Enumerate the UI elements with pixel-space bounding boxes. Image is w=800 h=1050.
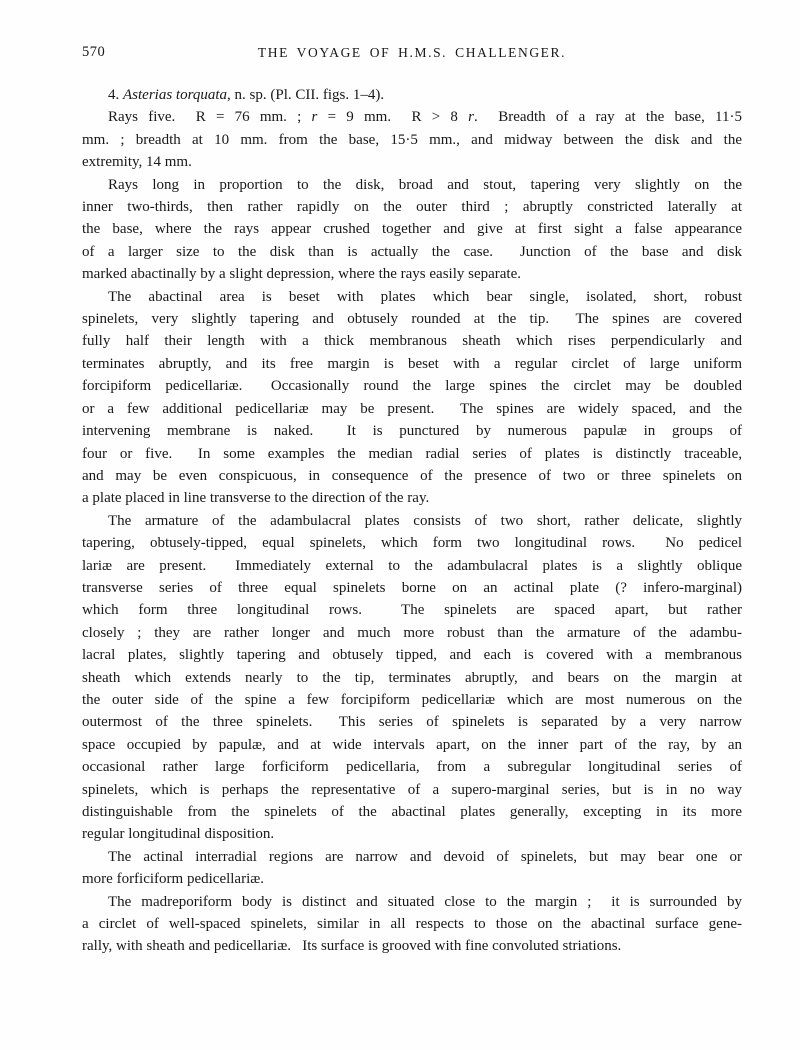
- text-line: [82, 756, 742, 778]
- text-line: [82, 823, 742, 845]
- text-segment: The armature of the adambulacral plates consists of two short, rather delicate, slightly: [108, 512, 742, 529]
- text-segment: lacral plates, slightly tapering and obtusely tipped, and each is covered with a membranous: [82, 647, 742, 664]
- text-segment: Rays five. R = 76 mm. ;: [108, 109, 312, 126]
- text-line: [82, 308, 742, 330]
- text-segment: outermost of the three spinelets. This series of spinelets is separated by a very narrow: [82, 714, 742, 731]
- text-line: [82, 846, 742, 868]
- text-line: [82, 689, 742, 711]
- text-line: [82, 622, 742, 644]
- text-line: [82, 465, 742, 487]
- text-segment: spinelets, very slightly tapering and obtusely rounded at the tip. The spines are covered: [82, 311, 742, 328]
- text-line: [82, 106, 742, 128]
- actinal-interradial-paragraph: [82, 846, 742, 891]
- text-segment: which form three longitudinal rows. The spinelets are spaced apart, but rather: [82, 602, 742, 619]
- text-segment: The actinal interradial regions are narrow and devoid of spinelets, but may bear one or: [108, 848, 742, 865]
- text-segment: transverse series of three equal spinelets borne on an actinal plate (? infero-marginal): [82, 579, 742, 596]
- text-line: [82, 801, 742, 823]
- text-line: [82, 375, 742, 397]
- text-segment: occasional rather large forficiform pedicellaria, from a subregular longitudinal series of: [82, 759, 742, 776]
- text-line: [82, 734, 742, 756]
- rays-description-paragraph: [82, 174, 742, 286]
- text-segment: the outer side of the spine a few forcipiform pedicellariæ which are most numerous on the: [82, 691, 742, 708]
- adambulacral-armature-paragraph: [82, 510, 742, 846]
- text-segment: four or five. In some examples the median radial series of plates is distinctly traceable,: [82, 445, 742, 462]
- text-line: [82, 779, 742, 801]
- text-segment: and may be even conspicuous, in consequence of the presence of two or three spinelets on: [82, 467, 742, 484]
- text-segment: The abactinal area is beset with plates which bear single, isolated, short, robust: [108, 288, 742, 305]
- text-segment: The madreporiform body is distinct and situated close to the margin ; it is surrounded by: [108, 893, 742, 910]
- text-segment: . Breadth of a ray at the base, 11·5: [474, 109, 742, 126]
- text-line: [82, 129, 742, 151]
- text-line: [82, 599, 742, 621]
- text-segment: fully half their length with a thick membranous sheath which rises perpendicularly and: [82, 333, 742, 350]
- text-line: [82, 398, 742, 420]
- text-segment: tapering, obtusely-tipped, equal spinelets, which form two longitudinal rows. No pedicel: [82, 535, 742, 552]
- text-segment: intervening membrane is naked. It is punctured by numerous papulæ in groups of: [82, 423, 742, 440]
- text-segment: a circlet of well-spaced spinelets, similar in all respects to those on the abactinal surface gene-: [82, 916, 742, 933]
- text-line: [82, 487, 742, 509]
- text-segment: regular longitudinal disposition.: [82, 826, 275, 843]
- text-segment: forcipiform pedicellariæ. Occasionally round the large spines the circlet may be doubled: [82, 378, 742, 395]
- text-segment: rally, with sheath and pedicellariæ. Its surface is grooved with fine convoluted striations.: [82, 938, 622, 955]
- text-segment: the base, where the rays appear crushed together and give at first sight a false appearance: [82, 221, 742, 238]
- text-segment: terminates abruptly, and its free margin is beset with a regular circlet of large uniform: [82, 355, 742, 372]
- text-segment: = 9 mm. R > 8: [317, 109, 469, 126]
- species-heading: [82, 84, 742, 106]
- text-line: [82, 330, 742, 352]
- text-line: [82, 711, 742, 733]
- text-line: [82, 218, 742, 240]
- text-segment: Rays long in proportion to the disk, broad and stout, tapering very slightly on the: [108, 176, 742, 193]
- text-segment: lariæ are present. Immediately external to the adambulacral plates is a slightly oblique: [82, 557, 742, 574]
- text-line: [82, 577, 742, 599]
- madreporiform-paragraph: [82, 891, 742, 958]
- text-line: [82, 420, 742, 442]
- text-segment: spinelets, which is perhaps the representative of a supero-marginal series, but is in no way: [82, 781, 742, 798]
- text-line: [82, 891, 742, 913]
- text-segment: inner two-thirds, then rather rapidly on the outer third ; abruptly constricted laterally at: [82, 199, 742, 216]
- text-line: [82, 241, 742, 263]
- text-line: [82, 353, 742, 375]
- abactinal-area-paragraph: [82, 286, 742, 510]
- text-segment: mm. ; breadth at 10 mm. from the base, 15·5 mm., and midway between the disk and the: [82, 131, 742, 148]
- text-line: [82, 913, 742, 935]
- text-segment: more forficiform pedicellariæ.: [82, 871, 265, 888]
- text-line: [82, 263, 742, 285]
- text-line: [82, 868, 742, 890]
- text-segment: extremity, 14 mm.: [82, 154, 192, 171]
- text-segment: of a larger size to the disk than is actually the case. Junction of the base and disk: [82, 243, 742, 260]
- text-line: [82, 196, 742, 218]
- text-segment: or a few additional pedicellariæ may be present. The spines are widely spaced, and the: [82, 400, 742, 417]
- text-line: [82, 174, 742, 196]
- text-line: [82, 935, 742, 957]
- text-segment: , n. sp. (Pl. CII. figs. 1–4).: [227, 87, 385, 103]
- text-line: [82, 286, 742, 308]
- measurements-paragraph: [82, 106, 742, 173]
- text-line: [82, 84, 742, 106]
- running-head: [82, 44, 742, 62]
- text-line: [82, 151, 742, 173]
- italic-text: Asterias torquata: [123, 87, 228, 103]
- text-line: [82, 555, 742, 577]
- text-segment: marked abactinally by a slight depression, where the rays easily separate.: [82, 266, 522, 283]
- text-line: [82, 510, 742, 532]
- text-line: [82, 443, 742, 465]
- text-line: [82, 667, 742, 689]
- text-segment: sheath which extends nearly to the tip, terminates abruptly, and bears on the margin at: [82, 669, 742, 686]
- text-line: [82, 644, 742, 666]
- text-segment: distinguishable from the spinelets of the abactinal plates generally, excepting in its more: [82, 804, 742, 820]
- text-segment: 4.: [108, 87, 123, 103]
- text-segment: closely ; they are rather longer and much more robust than the armature of the adambu-: [82, 624, 742, 641]
- text-line: [82, 532, 742, 554]
- text-block: [82, 84, 742, 958]
- text-segment: space occupied by papulæ, and at wide intervals apart, on the inner part of the ray, by an: [82, 736, 742, 753]
- running-title: THE VOYAGE OF H.M.S. CHALLENGER.: [257, 45, 567, 60]
- italic-text: r: [311, 109, 318, 126]
- text-segment: a plate placed in line transverse to the direction of the ray.: [82, 490, 430, 507]
- italic-text: r: [468, 109, 474, 126]
- page-number: 570: [82, 44, 106, 60]
